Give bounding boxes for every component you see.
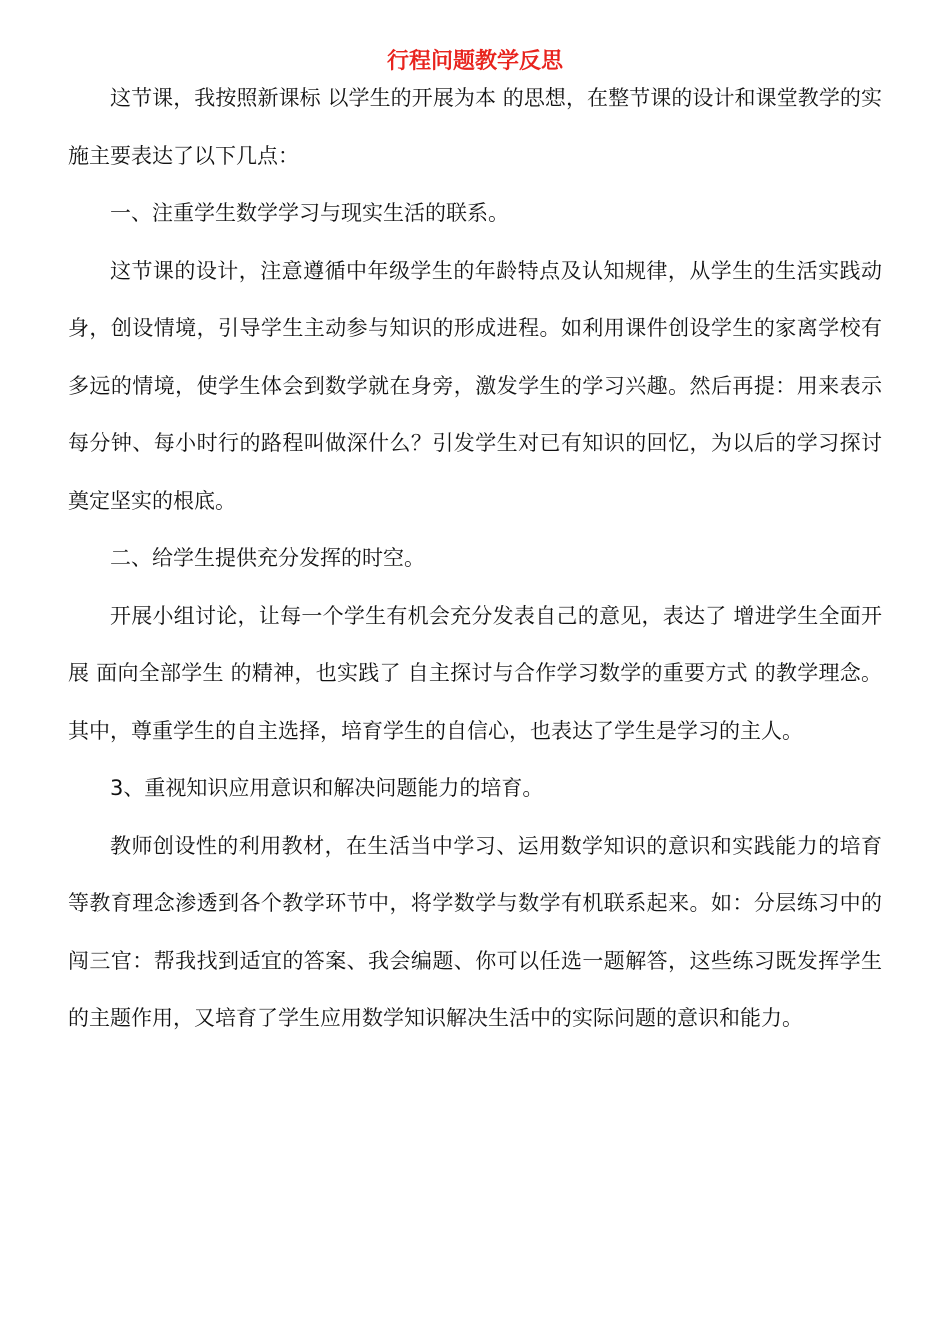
document-body bbox=[68, 70, 882, 1048]
section-heading-2: 二、给学生提供充分发挥的时空。 bbox=[110, 546, 425, 570]
paragraph-section-1: 这节课的设计，注意遵循中年级学生的年龄特点及认知规律，从学生的生活实践动身，创设情境，引导学生主动参与知识的形成进程。如利用课件创设学生的家离学校有多远的情境，使学生体会到数学就在身旁，激发学生的学习兴趣。然后再提：用来表示每分钟、每小时行的路程叫做深什么？引发学生对已有知识的回忆，为以后的学习探讨奠定坚实的根底。 bbox=[68, 258, 882, 513]
paragraph-section-2: 开展小组讨论，让每一个学生有机会充分发表自己的意见，表达了 增进学生全面开展 面向全部学生 的精神，也实践了 自主探讨与合作学习数学的重要方式 的教学理念。其中，尊重学生的自主选择，培育学生的自信心，也表达了学生是学习的主人。 bbox=[68, 603, 882, 743]
paragraph-section-3: 教师创设性的利用教材，在生活当中学习、运用数学知识的意识和实践能力的培育等教育理念渗透到各个教学环节中，将学数学与数学有机联系起来。如：分层练习中的闯三官：帮我找到适宜的答案、我会编题、你可以任选一题解答，这些练习既发挥学生的主题作用，又培育了学生应用数学知识解决生活中的实际问题的意识和能力。 bbox=[68, 833, 882, 1030]
document-title: 行程问题教学反思 bbox=[386, 49, 563, 74]
section-heading-1: 一、注重学生数学学习与现实生活的联系。 bbox=[110, 201, 509, 225]
paragraph-intro: 这节课，我按照新课标 以学生的开展为本 的思想，在整节课的设计和课堂教学的实施主要表达了以下几点： bbox=[68, 86, 882, 168]
section-heading-3: 3、重视知识应用意识和解决问题能力的培育。 bbox=[110, 776, 544, 800]
